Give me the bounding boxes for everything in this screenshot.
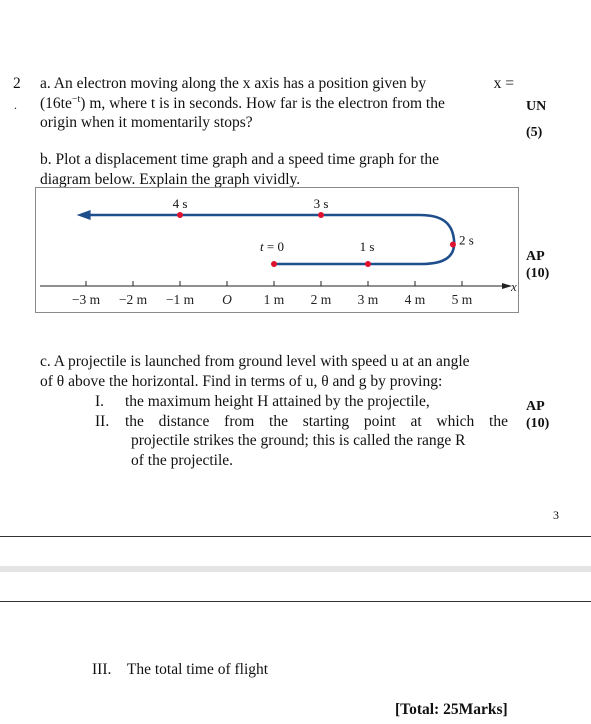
- page-number: 3: [553, 508, 559, 522]
- time-marker-label: 3 s: [313, 196, 329, 211]
- motion-path-arrowhead: [77, 210, 91, 220]
- word: at: [410, 412, 422, 430]
- list-item-number: II.: [95, 412, 110, 430]
- part-c: [40, 352, 514, 391]
- part-b-tag: AP: [526, 249, 545, 264]
- time-marker-label: 2 s: [458, 232, 474, 248]
- time-marker-label: 4 s: [172, 196, 188, 211]
- part-a: [40, 74, 514, 133]
- part-c-tag: AP: [526, 399, 545, 414]
- time-marker-dot: [318, 212, 324, 218]
- part-c-marks: (10): [526, 416, 550, 431]
- list-item-number: III.: [92, 661, 112, 678]
- part-a-marks: (5): [526, 125, 543, 140]
- list-item-ii-line-2: projectile strikes the ground; this is called the range R: [131, 432, 466, 449]
- x-axis-label: x: [511, 279, 517, 294]
- time-marker-label: t = 0: [260, 239, 284, 254]
- total-marks: [Total: 25Marks]: [395, 701, 508, 718]
- time-marker-dot: [271, 261, 277, 267]
- part-a-line-3: origin when it momentarily stops?: [40, 114, 253, 131]
- part-a-exponent: −t: [71, 93, 81, 105]
- x-axis-tick-label: O: [222, 292, 232, 307]
- list-item-text: The total time of flight: [126, 661, 269, 678]
- word: which: [436, 412, 475, 430]
- question-number: 2: [13, 75, 21, 92]
- motion-path-group: [77, 210, 455, 264]
- word: starting: [302, 412, 350, 430]
- motion-diagram-svg: [36, 188, 520, 314]
- part-c-line-1: c. A projectile is launched from ground level with speed u at an angle: [40, 353, 470, 370]
- x-axis-tick-label: −3 m: [71, 292, 101, 307]
- x-axis-tick-label: 2 m: [310, 292, 332, 307]
- list-item-number: I.: [95, 393, 105, 410]
- list-item-ii-line-1: [125, 412, 508, 432]
- page-divider-bottom: [0, 601, 591, 602]
- part-c-list: [95, 392, 515, 470]
- part-b-line-2: diagram below. Explain the graph vividly.: [40, 170, 301, 188]
- list-item-ii-line-3: of the projectile.: [131, 451, 233, 469]
- part-c-line-2: of θ above the horizontal. Find in terms of u, θ and g by proving:: [40, 372, 443, 390]
- x-axis-group: [40, 279, 517, 307]
- markers-group: [173, 196, 474, 267]
- list-item-ii: [95, 412, 515, 471]
- time-marker-dot: [365, 261, 371, 267]
- x-axis-tick-label: 5 m: [451, 292, 473, 307]
- x-axis-tick-label: 4 m: [404, 292, 426, 307]
- list-item-text: the maximum height H attained by the projectile,: [125, 393, 430, 410]
- time-marker-dot: [177, 212, 183, 218]
- part-a-equation: x =: [493, 75, 514, 92]
- page-divider-top: [0, 536, 591, 537]
- list-item-iii: [92, 660, 268, 680]
- part-a-line-2: [40, 94, 514, 114]
- list-item-text: [125, 412, 515, 471]
- word: the: [269, 412, 288, 430]
- word: the: [125, 412, 144, 430]
- list-item-i: [95, 392, 515, 412]
- time-marker-dot: [450, 242, 456, 248]
- x-axis-tick-label: −2 m: [118, 292, 148, 307]
- page-gap: [0, 566, 591, 572]
- motion-diagram: [35, 187, 519, 313]
- part-a-text-1: a. An electron moving along the x axis has a position given by: [40, 75, 427, 92]
- word: distance: [158, 412, 210, 430]
- question-dot: .: [14, 98, 17, 112]
- time-marker-label: 1 s: [359, 239, 375, 254]
- part-a-line-1: [40, 74, 514, 94]
- word: point: [363, 412, 396, 430]
- part-b: [40, 150, 514, 189]
- word: from: [224, 412, 255, 430]
- x-axis-tick-label: 1 m: [263, 292, 285, 307]
- part-b-line-1: b. Plot a displacement time graph and a speed time graph for the: [40, 151, 440, 168]
- part-a-tag: UN: [526, 99, 547, 114]
- part-a-text-2: ) m, where t is in seconds. How far is the electron from the: [80, 94, 445, 112]
- part-a-expression: (16te: [40, 94, 72, 112]
- part-b-marks: (10): [526, 266, 550, 281]
- x-axis-tick-label: 3 m: [357, 292, 379, 307]
- x-axis-tick-label: −1 m: [165, 292, 195, 307]
- word: the: [489, 412, 508, 430]
